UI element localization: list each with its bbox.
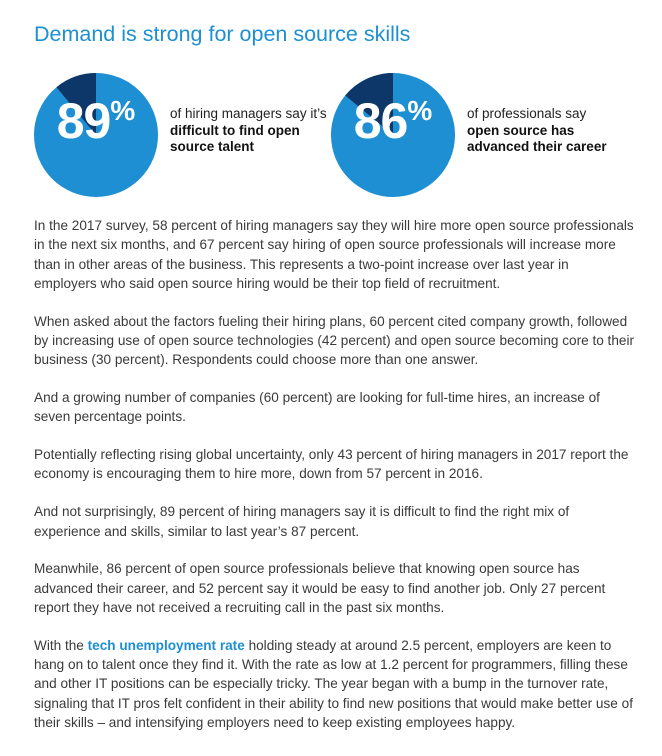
paragraph: When asked about the factors fueling their hiring plans, 60 percent cited company growth, followed by increasing use of open source technologies (42 percent) and open source becoming core to their business (30 percent). Respondents could choose more than one answer. bbox=[34, 313, 635, 368]
percent-number: 86 bbox=[353, 93, 408, 149]
pie-chart-hiring-managers bbox=[34, 73, 158, 197]
stat-caption-bold: difficult to find open source talent bbox=[170, 122, 300, 154]
stat-caption-bold: open source has advanced their career bbox=[467, 122, 607, 154]
paragraph: Potentially reflecting rising global uncertainty, only 43 percent of hiring managers in 2017 report the economy is encouraging them to hire more, down from 57 percent in 2016. bbox=[34, 447, 629, 482]
big-percent bbox=[331, 93, 455, 149]
article-body bbox=[34, 216, 634, 751]
stat-caption-text: of professionals say bbox=[467, 106, 587, 121]
section-title: Demand is strong for open source skills bbox=[34, 22, 411, 46]
percent-sign: % bbox=[110, 95, 136, 126]
percent-number: 89 bbox=[56, 93, 111, 149]
paragraph-last bbox=[34, 636, 634, 732]
stat-caption bbox=[170, 106, 330, 156]
percent-sign: % bbox=[407, 95, 433, 126]
stat-caption-text: of hiring managers say it’s bbox=[170, 106, 327, 121]
paragraph-suffix: holding steady at around 2.5 percent, employers are keen to hang on to talent once they find it. With the rate as low at 1.2 percent for programmers, filling these and other IT positions can be especially tricky. The year began with a bump in the turnover rate, signaling that IT pros felt confident in their ability to find new positions that would make better use of their skills – and intensifying employers need to keep existing employees happy. bbox=[34, 637, 633, 730]
paragraph: In the 2017 survey, 58 percent of hiring managers say they will hire more open source professionals in the next six months, and 67 percent say hiring of open source professionals will increase more than in other areas of the business. This represents a two-point increase over last year in employers who said open source hiring would be their top field of recruitment. bbox=[34, 218, 634, 291]
paragraph: Meanwhile, 86 percent of open source professionals believe that knowing open source has advanced their career, and 52 percent say it would be easy to find another job. Only 27 percent report they have not received a recruiting call in the past six months. bbox=[34, 561, 606, 615]
tech-unemployment-link[interactable]: tech unemployment rate bbox=[87, 637, 245, 653]
big-percent bbox=[34, 93, 158, 149]
paragraph-prefix: With the bbox=[34, 637, 84, 653]
paragraph: And not surprisingly, 89 percent of hiring managers say it is difficult to find the right mix of experience and skills, similar to last year’s 87 percent. bbox=[34, 504, 570, 539]
stat-caption bbox=[467, 106, 627, 156]
paragraph: And a growing number of companies (60 percent) are looking for full-time hires, an increase of seven percentage points. bbox=[34, 390, 600, 425]
pie-chart-professionals bbox=[331, 73, 455, 197]
